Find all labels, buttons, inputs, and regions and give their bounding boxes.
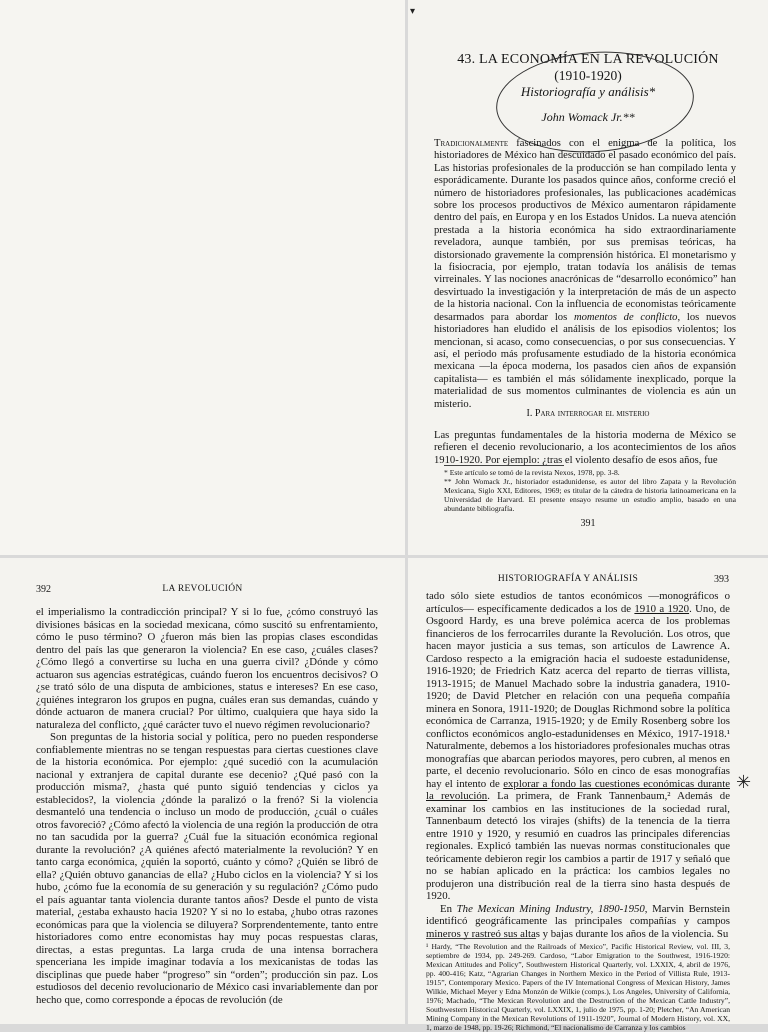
- section-title: Para interrogar el misterio: [534, 408, 650, 419]
- footnote-rule: [444, 465, 564, 466]
- page-393-text: [426, 590, 730, 940]
- page-392: [0, 558, 405, 1024]
- footnote-1: * Este artículo se tomó de la revista Nexos, 1978, pp. 3-8.: [444, 468, 620, 477]
- handwritten-star-mark: ✳: [736, 772, 752, 792]
- text-run: En: [440, 902, 457, 915]
- page-number-392: 392: [36, 584, 51, 595]
- book-title: The Mexican Mining Industry, 1890-1950: [456, 902, 645, 915]
- abstract-paragraph: [434, 138, 736, 411]
- chapter-title: 43. LA ECONOMÍA EN LA REVOLUCIÓN: [457, 52, 719, 67]
- body-paragraph-1: el imperialismo la contradicción principal? Y si lo fue, ¿cómo construyó las divisiones básicas en la sociedad mexicana, cómo suscitó su enfrentamiento, cómo le puso término? O ¿fueron más bien las propias clases escondidas dentro del país las que generaron la violencia? En ese caso, ¿cuáles clases? ¿Cómo llegó a convertirse su lucha en una guerra civil? ¿Dónde y cómo actuaron sus agencias estratégicas, cuándo fueron los encuentros decisivos? O ¿se trató sólo de una disputa de ambiciones, status e intereses? En ese caso, ¿quiénes integraron los grupos en pugna, cuáles eran sus demandas, cuándo y dónde actuaron de manera crucial? Por último, cualquiera que haya sido la naturaleza del conflicto, ¿qué carácter tuvo el nuevo régimen revolucionario?: [36, 606, 378, 731]
- text-run: . Uno, de Osgoord Hardy, es una breve polémica acerca de los problemas financieros de los ferrocarriles durante la Revolución. Los otros, que hacen mayor justicia a sus temas, son artículos de Lawrence A. Cardoso respecto a la emigración hacia el sudoeste estadunidense, 1916-1920; de Friedrich Katz acerca del reparto de tierras villista, 1913-1915; de Manuel Machado sobre la industria ganadera, 1910-1920; de David Pletcher en relación con una pequeña compañía minera en Sonora, 1911-1920; de Douglas Richmond sobre la política económica de Carranza, 1915-1920; y de Emily Rosenberg sobre los conflictos económicos anglo-estadunidenses en México, 1917-1918.¹ Naturalmente, debemos a los historiadores profesionales muchas otras monografías que abarcan periodos mayores, pero cubren, al menos en parte, el decenio revolucionario. Sólo en cinco de esas monografías hay el intento de: [426, 602, 730, 790]
- body-paragraph-1: [426, 590, 730, 903]
- underlined-phrase: explorar a fondo las cuestiones económicas durante la revolución: [426, 777, 730, 802]
- section-number: I.: [526, 408, 533, 419]
- page-393: [408, 558, 768, 1032]
- abstract-italic: momentos de conflicto: [573, 311, 678, 323]
- body-paragraph-2: Son preguntas de la historia social y política, pero no pueden responderse confiablemente mientras no se tengan respuestas para ciertas cuestiones clave de la historia económica. Por ejemplo: ¿qué sucedió con la acumulación nacional y extranjera de capital durante ese decenio? ¿Qué pasó con la producción misma?, ¿hasta qué punto siguió tendencias y ciclos ya establecidos?, la violencia ¿dónde la paralizó o la frenó? Si la violencia desmanteló una tendencia o incluso un modo de producción, ¿cuál o cuáles otros favoreció? ¿Cómo afectó la violencia de una región la producción de otra no tan sacudida por la guerra? ¿Cuál fue la situación económica regional durante la revolución? ¿A quiénes afectó materialmente la revolución? Y en tanto carga económica, ¿quién la soportó, cuánto y cómo? ¿Quién se libró de ella? ¿Quién obtuvo ganancias de ella? ¿Hubo ciclos en la violencia? Y si los hubo, ¿cómo fue la economía de su generación y su regulación? ¿Cómo pudo el país aguantar tanta violencia durante tantos años? Desde el punto de vista material, ¿estaba exhausto hacia 1920? Y si no lo estaba, ¿hubo otras razones económicas para que la violencia se diluyera? Sorprendentemente, tanto entre historiadores como entre economistas hay muy pocas respuestas claras, directas, a estas preguntas. La larga cruda de una intensa borrachera spenceriana les impide imaginar todavía a los mexicanistas de todas las disciplinas que puede haber “progreso” sin “orden”; producción sin paz. Los estudiosos del decenio revolucionario de México casi invariablemente dan por hecho que, como corresponde a épocas de revolución (de: [36, 731, 378, 1006]
- body-paragraph-2: [426, 903, 730, 941]
- page-number-393: 393: [714, 574, 729, 585]
- abstract-text: fascinados con el enigma de la política, los historiadores de México han descuidado el pasado económico del país. Las historias profesionales de la producción se han compilado lenta y esporádicamente. Durante los pasados quince años, conforme creció el número de historiadores profesionales, las publicaciones académicas sobre los procesos productivos de México aumentaron rápidamente dentro del país, en Europa y en los Estados Unidos. La nueva atención prestada a la historia económica ha sido extraordinariamente reveladora, aunque también, por sus premisas teóricas, ha distorsionado gravemente la comprensión histórica. El monetarismo y la fisiocracia, por ejemplo, tratan todavía los análisis de temas virreinales. Y las nociones anacrónicas de “desarrollo económico” han desvirtuado la investigación y la interpretación de más de un aspecto de la historia nacional. Con la influencia de economistas teóricamente desarmados para abordar los: [434, 138, 736, 323]
- chapter-years: (1910-1920): [554, 68, 622, 83]
- page-number-391: 391: [580, 518, 596, 529]
- running-head-393: HISTORIOGRAFÍA Y ANÁLISIS: [497, 574, 639, 584]
- footnote-2: ** John Womack Jr., historiador estadunidense, es autor del libro Zapata y la Revolución Mexicana, Siglo XXI, Editores, 1969; es titular de la cátedra de historia latinoamericana en la Universidad de Harvard. El presente ensayo resume un estudio amplio, basado en una abundante bibliografía.: [444, 477, 736, 513]
- page-391: [408, 0, 768, 555]
- page-392-text: [36, 606, 378, 1006]
- running-head-392: LA REVOLUCIÓN: [162, 584, 243, 594]
- text-run: , Marvin Bernstein identificó geográficamente las principales compañías y campos mineros y rastreó sus altas y bajas durante los años de la violencia. Su: [426, 902, 730, 940]
- footnote-rule: [426, 938, 536, 939]
- abstract-end: , los nuevos historiadores han eludido el análisis de los episodios violentos; los mencionan, si acaso, como consecuencias, o por sus consecuencias. Y así, el periodo más profusamente estudiado de la historia económica mexicana —la época moderna, los pasados cien años de expansión capitalista— es también el más sólidamente inexplicado, porque la materialidad de sus momentos culminantes de violencia es aún un misterio.: [434, 311, 737, 410]
- text-run: . La primera, de Frank Tannenbaum,² Además de examinar los cambios en las instituciones de la sociedad rural, Tannenbaum detectó los virajes (shifts) de la tenencia de la tierra entre 1910 y 1920, y resumió en cuadros las principales diferencias regionales. Explicó también las nuevas normas constitucionales que teóricamente debieron regir los cambios a partir de 1917 y señaló que no se habían aplicado en la práctica: los cambios legales no produjeron una distribución real de la tierra sino hasta después de 1920.: [426, 790, 730, 902]
- section-paragraph: Las preguntas fundamentales de la historia moderna de México se refieren el decenio revolucionario, a los acontecimientos de los años 1910-1920. Por ejemplo: ¿tras el violento desafío de esos años, fue: [434, 430, 736, 466]
- abstract-lead: Tradicionalmente: [434, 138, 509, 149]
- author-name: John Womack Jr.**: [541, 110, 635, 124]
- chapter-subtitle: Historiografía y análisis*: [520, 84, 656, 99]
- text-run: tado sólo siete estudios de tantos económicos —monográficos o artículos— específicamente dedicados a los de: [426, 590, 730, 615]
- footnote-1: ¹ Hardy, “The Revolution and the Railroads of Mexico”, Pacific Historical Review, vol. III, 3, septiembre de 1934, pp. 249-269. Cardoso, “Labor Emigration to the Southwest, 1916-1920: Mexican Attitudes and Policy”, Southwestern Historical Quarterly, vol. LXXIX, 4, abril de 1976, pp. 400-416; Katz, “Agrarian Changes in Northern Mexico in the Period of Villista Rule, 1913-1915”, Contemporary Mexico. Papers of the IV International Congress of Mexican History, James Wilkie, Michael Meyer y Edna Monzón de Wilkie (comps.), Los Angeles, University of California, 1976; Machado, “The Mexican Revolution and the Destruction of the Mexican Cattle Industry”, Southwestern Historical Quarterly, vol. LXXIX, 1, julio de 1975, pp. 1-20; Pletcher, “An American Mining Company in the Mexican Revolutions of 1911-1920”, Journal of Modern History, vol. XX, 1, marzo de 1948, pp. 19-26; Richmond, “El nacionalismo de Carranza y los cambios: [426, 942, 730, 1032]
- footnotes: [444, 468, 736, 513]
- section-heading: [408, 408, 768, 419]
- underlined-years: 1910 a 1920: [634, 602, 690, 615]
- blank-page: [0, 0, 405, 555]
- scan-speck: ▾: [410, 6, 416, 17]
